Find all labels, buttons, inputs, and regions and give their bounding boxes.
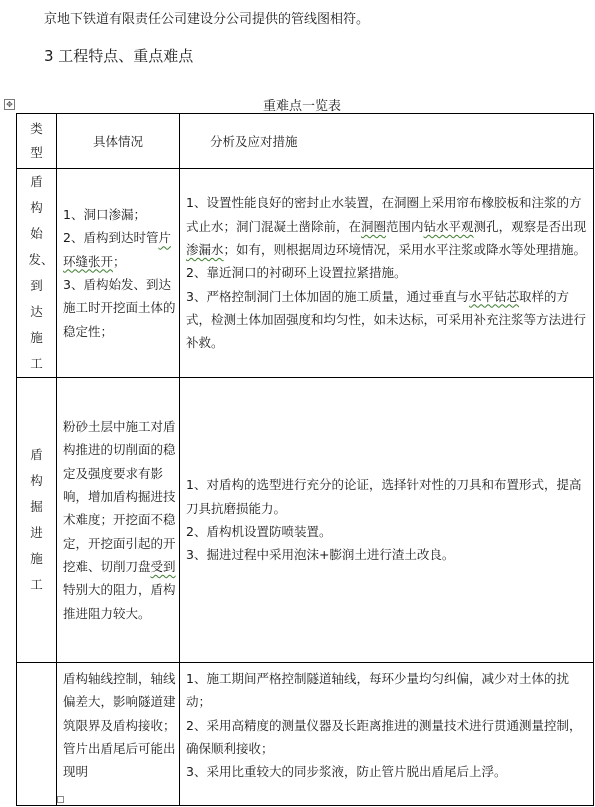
situation-text: [63, 415, 176, 625]
situation-cell: [57, 169, 180, 378]
marked-text: 渗漏水: [186, 242, 224, 258]
cell-text: 测孔，观察是否出现: [473, 218, 587, 234]
cell-text: 2、盾构机设置防喷装置。: [186, 524, 332, 539]
cell-text: 盾构轴线控制，轴线偏差大，影响隧道建筑限界及盾构接收；管片出盾尾后可能出现明: [63, 671, 176, 780]
row-type: 盾构掘进施工: [30, 447, 43, 592]
intro-line: 京地下铁道有限责任公司建设分公司提供的管线图相符。: [44, 12, 370, 27]
header-situation: 具体情况: [57, 114, 180, 169]
cell-text: ；如有，则根据周边环境情况，采用水平注浆或降水等处理措施。: [223, 242, 587, 258]
situation-cell: [57, 378, 180, 663]
cell-text: 范围内: [386, 218, 424, 234]
measures-cell: [180, 169, 594, 378]
cell-text: 1、施工期间严格控制隧道轴线，每环少量均匀纠偏，减少对土体的扰动；: [186, 671, 569, 710]
marked-text: 片环缝张开: [63, 230, 171, 269]
measures-cell: [180, 378, 594, 663]
cell-text: 粉砂土层中施工对盾构推进的切削面的稳定及强度要求有影响，增加盾构掘进技术难度；开挖面不稳定，开挖面引起的开挖难、切削刀盘: [63, 419, 176, 574]
measures-text: [186, 667, 589, 783]
cell-text: 3、严格控制洞门土体加固的施工质量，通过垂直与: [186, 288, 469, 304]
table-row: [17, 663, 594, 806]
header-measures: 分析及应对措施: [180, 114, 594, 169]
cell-text: 2、靠近洞口的衬砌环上设置拉紧措施。: [186, 265, 407, 281]
table-row: [17, 169, 594, 378]
measures-text: [186, 473, 589, 566]
table-row: [17, 378, 594, 663]
row-type: 盾构始发、到达施工: [28, 174, 54, 371]
cell-text: 特别大的阻力，盾构推进阻力较大。: [63, 582, 176, 621]
situation-cell: [57, 663, 180, 806]
cell-text: 2、采用高精度的测量仪器及长距离推进的测量技术进行贯通测量控制，确保顺利接收；: [186, 717, 582, 756]
table-header-row: [17, 114, 594, 169]
row-type-cell: [17, 169, 57, 378]
cell-text: 3、采用比重较大的同步浆液，防止管片脱出盾尾后上浮。: [186, 764, 507, 780]
cell-text: ；: [113, 253, 126, 269]
cell-text: 1、洞口渗漏；: [63, 207, 146, 223]
header-type-cell: [17, 114, 57, 169]
row-type-cell: [17, 378, 57, 663]
table-caption: 重难点一览表: [263, 99, 342, 114]
cell-text: 3、掘进过程中采用泡沫+膨润土进行渣土改良。: [186, 547, 455, 563]
cell-text: 3、盾构始发、到达施工时开挖面土体的稳定性；: [63, 277, 176, 339]
cell-text: 1、设置性能良好的密封止水装置，在洞圈上采用帘布橡胶板和注浆的方式止水；洞门混凝土凿除前，在: [186, 195, 582, 234]
marked-text: 洞圈: [361, 218, 387, 234]
section-heading: 3 工程特点、重点难点: [44, 47, 194, 65]
row-type-cell: [17, 663, 57, 806]
measures-text: [186, 191, 589, 354]
situation-text: [63, 203, 176, 343]
paragraph-end-mark: [57, 796, 64, 803]
marked-text: 受到: [150, 558, 176, 574]
marked-text: 水平钻芯: [468, 288, 519, 304]
cell-text: 1、对盾构的选型进行充分的论证，选择针对性的刀具和布置形式，提高刀具抗磨损能力。: [186, 477, 582, 516]
difficulty-table: [16, 113, 594, 806]
measures-cell: [180, 663, 594, 806]
cell-text: 2、盾构到达时管: [63, 230, 159, 246]
cell-text: 取样的方式，检测土体加固强度和均匀性，如未达标，可采用补充注浆等方法进行补救。: [186, 288, 587, 351]
table-move-handle-icon[interactable]: ✥: [4, 99, 15, 110]
marked-text: 钻水平观: [423, 218, 474, 234]
header-type: 类型: [30, 121, 43, 160]
situation-text: [63, 667, 176, 783]
